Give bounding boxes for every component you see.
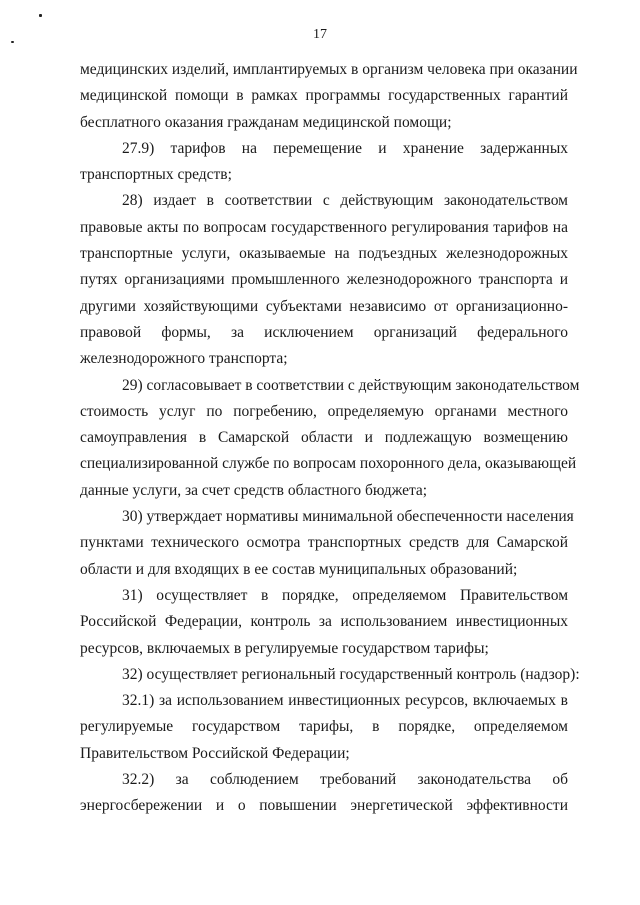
text-line: 30) утверждает нормативы минимальной обеспеченности населения	[122, 508, 574, 526]
text-line: 31) осуществляет в порядке, определяемом Правительством	[122, 586, 568, 604]
text-line: ресурсов, включаемых в регулируемые государством тарифы;	[80, 639, 489, 657]
text-line: энергосбережении и о повышении энергетической эффективности	[80, 797, 568, 815]
text-line: самоуправления в Самарской области и подлежащую возмещению	[80, 429, 568, 447]
text-line: правовые акты по вопросам государственного регулирования тарифов на	[80, 218, 568, 236]
text-line: регулируемые государством тарифы, в порядке, определяемом	[80, 718, 568, 736]
text-line: специализированной службе по вопросам похоронного дела, оказывающей	[80, 455, 577, 473]
page-number: 17	[313, 27, 327, 42]
text-line: 32.2) за соблюдением требований законодательства об	[122, 771, 568, 789]
text-line: транспортные услуги, оказываемые на подъездных железнодорожных	[80, 245, 568, 263]
text-line: транспортных средств;	[80, 166, 232, 184]
text-line: 27.9) тарифов на перемещение и хранение задержанных	[122, 139, 568, 157]
scan-speck-mark	[39, 14, 42, 17]
text-line: области и для входящих в ее состав муниципальных образований;	[80, 560, 518, 578]
text-line: медицинской помощи в рамках программы государственных гарантий	[80, 87, 568, 105]
text-line: Правительством Российской Федерации;	[80, 744, 350, 762]
text-line: 32) осуществляет региональный государственный контроль (надзор):	[122, 665, 580, 683]
text-line: бесплатного оказания гражданам медицинской помощи;	[80, 113, 452, 131]
text-line: стоимость услуг по погребению, определяемую органами местного	[80, 402, 568, 420]
text-line: 29) согласовывает в соответствии с действующим законодательством	[122, 376, 580, 394]
text-line: другими хозяйствующими субъектами независимо от организационно-	[80, 297, 568, 315]
document-body	[80, 57, 580, 820]
text-line: пунктами технического осмотра транспортных средств для Самарской	[80, 534, 568, 552]
text-line: 28) издает в соответствии с действующим законодательством	[122, 192, 568, 210]
text-line: данные услуги, за счет средств областного бюджета;	[80, 481, 428, 499]
text-line: железнодорожного транспорта;	[80, 350, 288, 368]
text-line: путях организациями промышленного железнодорожного транспорта и	[80, 271, 568, 289]
text-line: медицинских изделий, имплантируемых в организм человека при оказании	[80, 61, 578, 78]
text-line: правовой формы, за исключением организаций федерального	[80, 323, 568, 341]
text-line: Российской Федерации, контроль за использованием инвестиционных	[80, 613, 568, 631]
text-line: 32.1) за использованием инвестиционных ресурсов, включаемых в	[122, 692, 568, 710]
